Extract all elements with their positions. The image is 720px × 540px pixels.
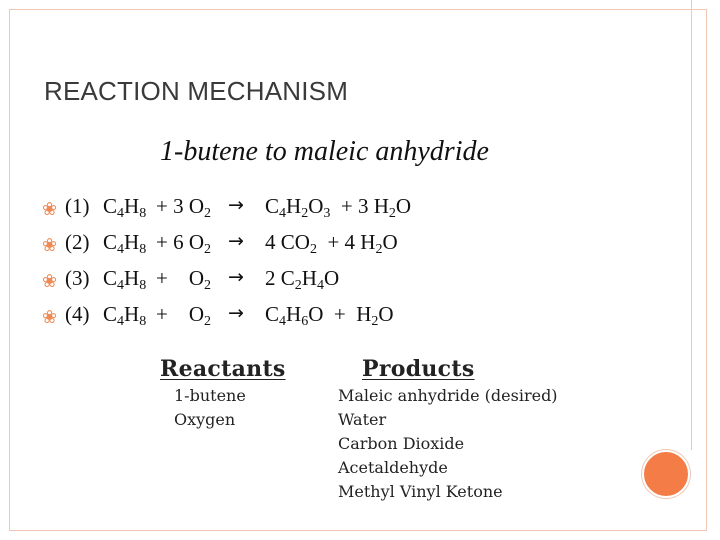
formula-text: O + H	[308, 302, 372, 326]
formula-text: C	[103, 194, 118, 218]
formula-text: O	[323, 266, 340, 290]
formula-subscript: 4	[279, 314, 287, 329]
oxygen-coefficient: + 3 O	[156, 194, 205, 218]
formula-text: H	[124, 230, 140, 254]
reactants-heading: Reactants	[160, 356, 286, 382]
formula-text: C	[103, 266, 118, 290]
formula-subscript: 2	[204, 242, 212, 257]
product-item: Maleic anhydride (desired)	[338, 386, 558, 405]
formula-text: C	[103, 230, 118, 254]
reactants-list	[174, 384, 246, 432]
slide-subtitle: 1-butene to maleic anhydride	[160, 136, 489, 167]
formula-text: H	[286, 194, 302, 218]
reactant-formula	[103, 230, 146, 255]
formula-text: C	[265, 302, 280, 326]
formula-text: C	[103, 302, 118, 326]
product-formula	[265, 302, 394, 327]
formula-subscript: 8	[139, 278, 147, 293]
products-heading: Products	[362, 356, 475, 382]
products-list	[338, 384, 558, 504]
product-item: Carbon Dioxide	[338, 434, 465, 453]
product-formula	[265, 266, 339, 291]
product-formula	[265, 194, 411, 219]
decorative-circle	[642, 450, 690, 498]
formula-text: H	[124, 302, 140, 326]
formula-subscript: 3	[323, 206, 331, 221]
decorative-line	[691, 0, 692, 450]
formula-subscript: 2	[309, 242, 317, 257]
oxygen-coefficient: + O	[156, 266, 205, 290]
product-item: Methyl Vinyl Ketone	[338, 482, 503, 501]
formula-subscript: 4	[117, 242, 125, 257]
reaction-number: (3)	[65, 266, 90, 290]
right-arrow-icon: →	[228, 302, 244, 324]
formula-subscript: 6	[301, 314, 309, 329]
right-arrow-icon: →	[228, 194, 244, 216]
reaction-number: (4)	[65, 302, 90, 326]
oxygen-term	[156, 302, 211, 327]
formula-subscript: 2	[204, 206, 212, 221]
flower-bullet-icon: ❀	[42, 199, 58, 220]
right-arrow-icon: →	[228, 230, 244, 252]
reactant-formula	[103, 302, 146, 327]
formula-subscript: 8	[139, 242, 147, 257]
oxygen-term	[156, 230, 211, 255]
product-item: Water	[338, 410, 387, 429]
oxygen-coefficient: + O	[156, 302, 205, 326]
formula-text: + 3 H	[330, 194, 389, 218]
formula-subscript: 4	[117, 278, 125, 293]
formula-text: H	[124, 266, 140, 290]
formula-text: C	[265, 194, 280, 218]
formula-text: O	[382, 230, 398, 254]
flower-bullet-icon: ❀	[42, 271, 58, 292]
oxygen-coefficient: + 6 O	[156, 230, 205, 254]
formula-text: 4 CO	[265, 230, 310, 254]
product-formula	[265, 230, 398, 255]
formula-subscript: 8	[139, 314, 147, 329]
reactant-item: 1-butene	[174, 386, 246, 405]
reaction-number: (2)	[65, 230, 90, 254]
slide-title: REACTION MECHANISM	[44, 76, 349, 106]
right-arrow-icon: →	[228, 266, 244, 288]
flower-bullet-icon: ❀	[42, 307, 58, 328]
formula-subscript: 2	[388, 206, 396, 221]
formula-text: O	[395, 194, 412, 218]
formula-subscript: 2	[204, 278, 212, 293]
formula-subscript: 2	[301, 206, 309, 221]
formula-text: O	[308, 194, 324, 218]
formula-subscript: 2	[371, 314, 379, 329]
formula-text: H	[301, 266, 317, 290]
flower-bullet-icon: ❀	[42, 235, 58, 256]
formula-subscript: 2	[204, 314, 212, 329]
reactant-formula	[103, 194, 146, 219]
formula-text: O	[378, 302, 394, 326]
reactant-formula	[103, 266, 146, 291]
formula-subscript: 4	[279, 206, 287, 221]
oxygen-term	[156, 194, 211, 219]
formula-subscript: 4	[117, 314, 125, 329]
formula-subscript: 2	[294, 278, 302, 293]
formula-subscript: 8	[139, 206, 147, 221]
formula-text: H	[286, 302, 302, 326]
formula-subscript: 4	[316, 278, 324, 293]
formula-subscript: 4	[117, 206, 125, 221]
formula-text: + 4 H	[316, 230, 376, 254]
reaction-number: (1)	[65, 194, 90, 218]
formula-subscript: 2	[375, 242, 383, 257]
reactant-item: Oxygen	[174, 410, 236, 429]
formula-text: H	[124, 194, 140, 218]
product-item: Acetaldehyde	[338, 458, 448, 477]
formula-text: 2 C	[265, 266, 295, 290]
oxygen-term	[156, 266, 211, 291]
